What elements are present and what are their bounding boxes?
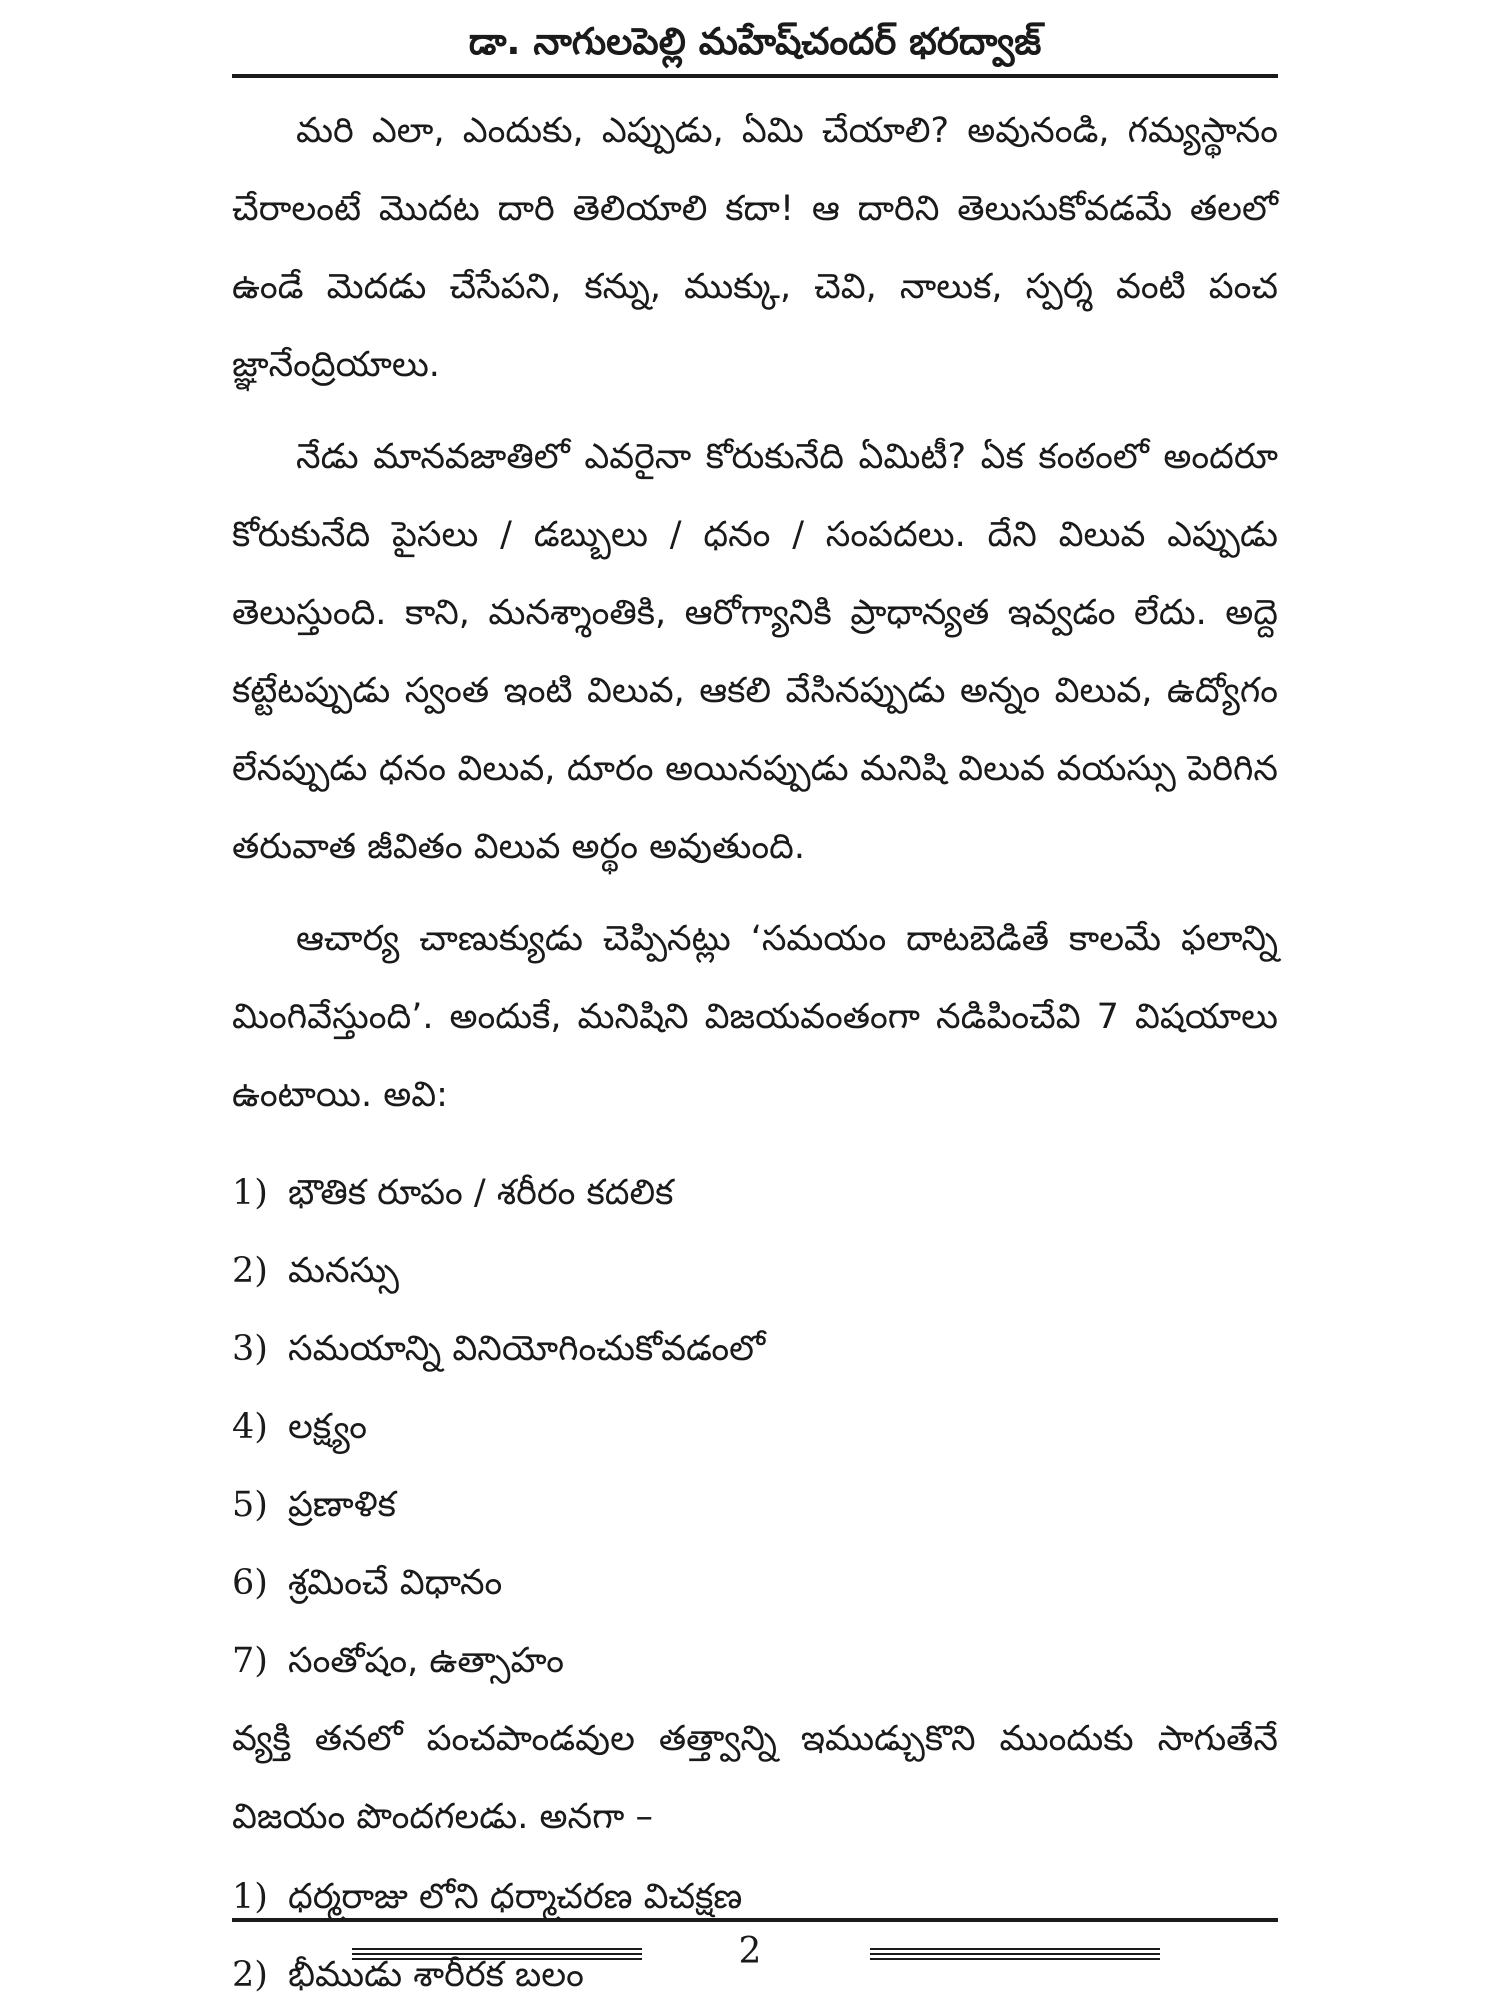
paragraph-2: నేడు మానవజాతిలో ఎవరైనా కోరుకునేది ఏమిటీ? ఏక కంఠంలో అందరూ కోరుకునేది పైసలు / డబ్బులు / ధనం / సంపదలు. దేని విలువ ఎప్పుడు తెలుస్తుంది. కాని, మనశ్శాంతికి, ఆరోగ్యానికి ప్రాధాన్యత ఇవ్వడం లేదు. అద్దె కట్టేటప్పుడు స్వంత ఇంటి విలువ, ఆకలి వేసినప్పుడు అన్నం విలువ, ఉద్యోగం లేనప్పుడు ధనం విలువ, దూరం అయినప్పుడు మనిషి విలువ వయస్సు పెరిగిన తరువాత జీవితం విలువ అర్థం అవుతుంది. [232,437,1278,867]
list-item [232,1858,1278,1936]
running-header-author: డా. నాగులపెల్లి మహేష్‌చందర్ భరద్వాజ్ [468,20,1042,63]
footer-ornament-right [870,1948,1160,1962]
list-item-text: లక్ష్యం [288,1407,367,1447]
footer-divider [232,1918,1278,1922]
list-item-number: 5) [232,1485,268,1525]
list-item [232,1466,1278,1544]
list-item-number: 2) [232,1251,268,1291]
list-item [232,1310,1278,1388]
list-item [232,1544,1278,1622]
list-item-text: ప్రణాళిక [288,1485,396,1525]
list-item-number: 1) [232,1877,268,1917]
list-item [232,1622,1278,1700]
seven-things-list [232,1154,1278,1700]
list-item-text: శ్రమించే విధానం [288,1563,503,1603]
list-item-text: సంతోషం, ఉత్సాహం [288,1641,565,1681]
list-item-number: 3) [232,1329,268,1369]
list-item [232,1232,1278,1310]
paragraph-1: మరి ఎలా, ఎందుకు, ఎప్పుడు, ఏమి చేయాలి? అవునండి, గమ్యస్థానం చేరాలంటే మొదట దారి తెలియాలి కదా! ఆ దారిని తెలుసుకోవడమే తలలో ఉండే మెదడు చేసేపని, కన్ను, ముక్కు, చెవి, నాలుక, స్పర్శ వంటి పంచ జ్ఞానేంద్రియాలు. [232,111,1278,385]
list-item-number: 6) [232,1563,268,1603]
list-item [232,1154,1278,1232]
list-item-number: 1) [232,1173,268,1213]
list-item-text: మనస్సు [288,1251,399,1291]
list-item-text: భౌతిక రూపం / శరీరం కదలిక [288,1173,674,1213]
list-item-number: 4) [232,1407,268,1447]
list-item-number: 7) [232,1641,268,1681]
header-divider [232,74,1278,78]
list-item-text: ధర్మరాజు లోని ధర్మాచరణ విచక్షణ [288,1877,743,1917]
pandava-intro: వ్యక్తి తనలో పంచపాండవుల తత్త్వాన్ని ఇముడ్చుకొని ముందుకు సాగుతేనే విజయం పొందగలడు. అనగా – [232,1719,1278,1837]
page-content [232,92,1278,2014]
footer-ornament-left [352,1948,642,1962]
list-item-text: భీముడు శారీరక బలం [288,1955,584,1995]
paragraph-3: ఆచార్య చాణుక్యుడు చెప్పినట్లు ‘సమయం దాటబెడితే కాలమే ఫలాన్ని మింగివేస్తుంది’. అందుకే, మనిషిని విజయవంతంగా నడిపించేవి 7 విషయాలు ఉంటాయి. అవి: [232,919,1278,1115]
list-item-number: 2) [232,1955,268,1995]
list-item-text: సమయాన్ని వినియోగించుకోవడంలో [288,1329,766,1369]
page-number: 2 [738,1931,762,1972]
list-item [232,1388,1278,1466]
